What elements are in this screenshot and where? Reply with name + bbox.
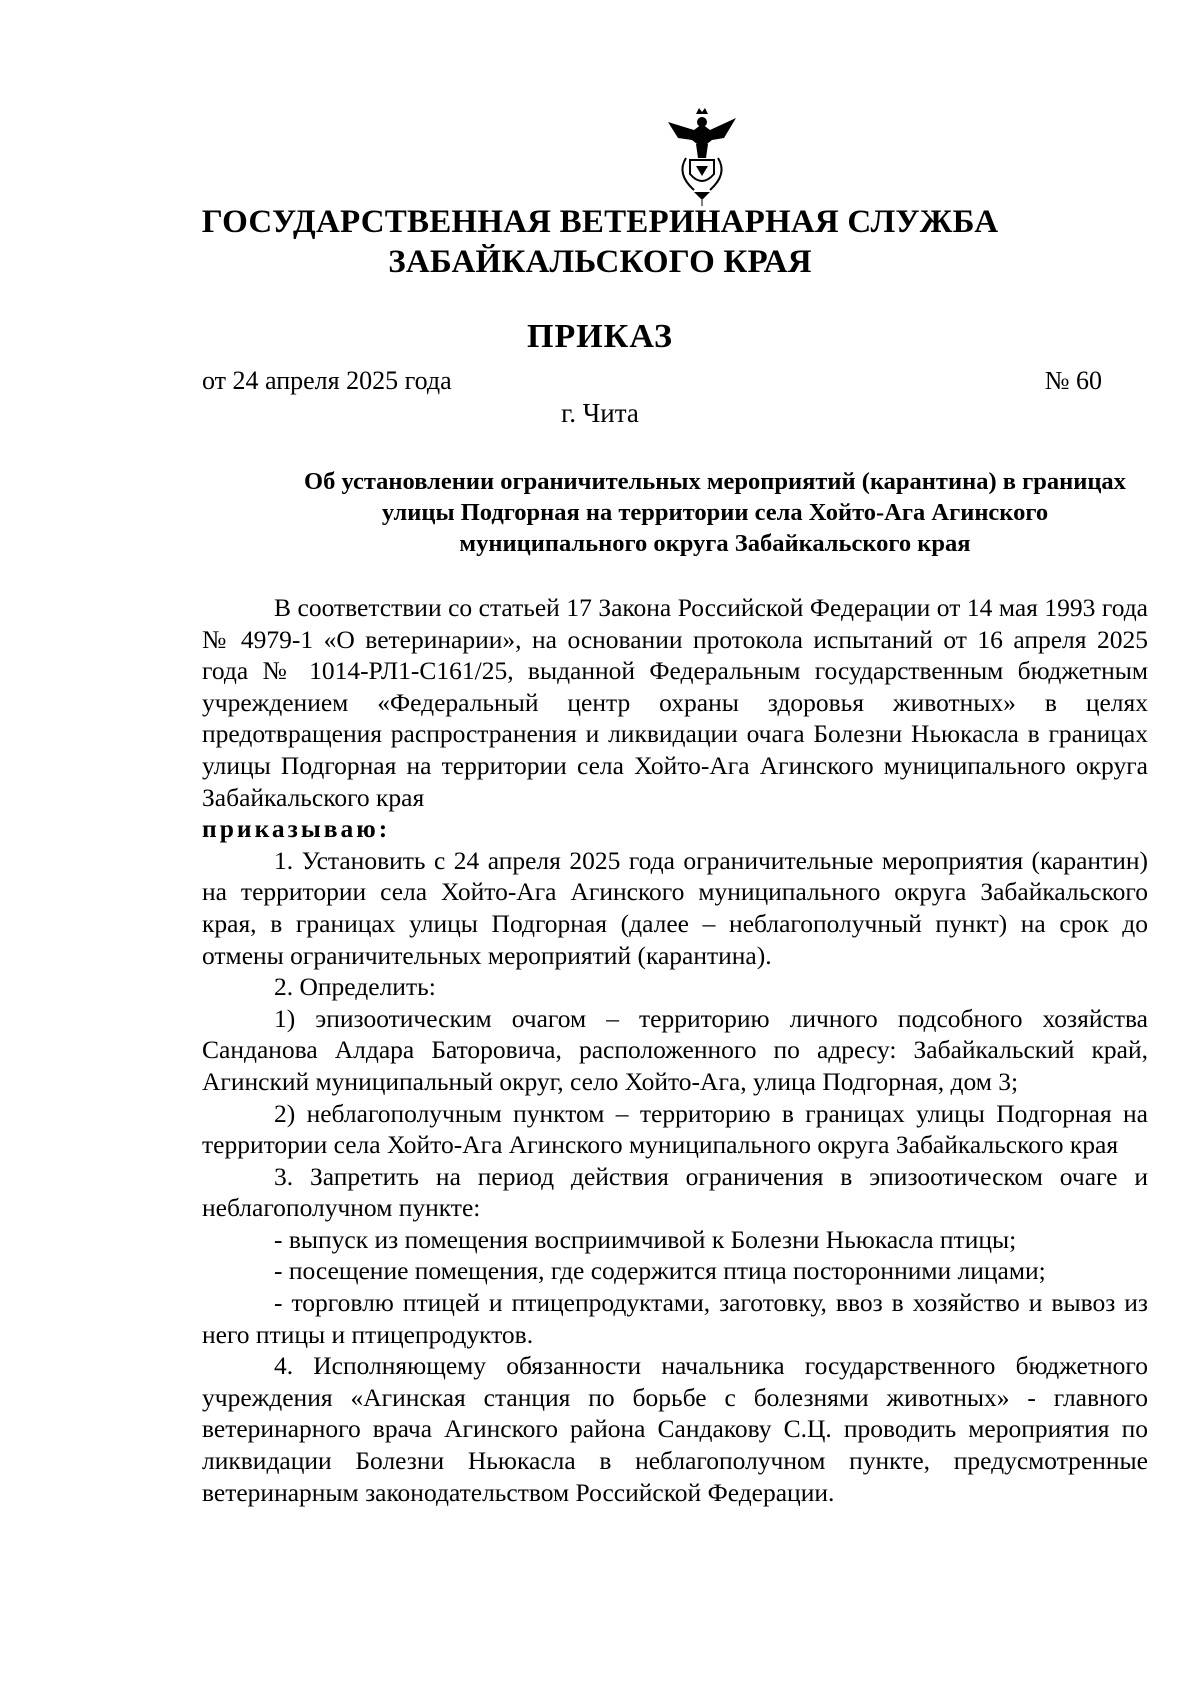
order-city: г. Чита (561, 398, 639, 428)
zabaykalsky-coat-of-arms-icon (666, 108, 738, 208)
preamble-paragraph (202, 592, 1148, 813)
paragraph-2: 2. Определить: (274, 972, 436, 1002)
paragraph-4: 4. Исполняющему обязанности начальника государственного бюджетного учреждения «Агинская станция по борьбе с болезнями животных» - главного ветеринарного врача Агинского района Сандакову С.Ц. проводить мероприятия по ликвидации Болезни Ньюкасла в неблагополучном пункте, предусмотренные ветеринарным законодательством Российской Федерации. (202, 1351, 1148, 1507)
order-body (202, 592, 1148, 1508)
paragraph-1: 1. Установить с 24 апреля 2025 года ограничительные мероприятия (карантин) на территории села Хойто-Ага Агинского муниципального округа Забайкальского края, в границах улицы Подгорная (далее – неблагополучный пункт) на срок до отмены ограничительных мероприятий (карантина). (202, 845, 1148, 970)
paragraph-3-item-2: - посещение помещения, где содержится птица посторонними лицами; (274, 1256, 1046, 1286)
order-number: № 60 (1044, 366, 1102, 395)
agency-name (0, 202, 1200, 282)
paragraph-2-item-2: 2) неблагополучным пунктом – территорию в границах улицы Подгорная на территории села Хойто-Ага Агинского муниципального округа Забайкальского края (202, 1098, 1148, 1160)
paragraph-2-item-1: 1) эпизоотическим очагом – территорию личного подсобного хозяйства Санданова Алдара Баторовича, расположенного по адресу: Забайкальский край, Агинский муниципальный округ, село Хойто-Ага, улица Подгорная, дом 3; (202, 1003, 1148, 1096)
document-type: ПРИКАЗ (527, 318, 673, 355)
agency-name-line2: ЗАБАЙКАЛЬСКОГО КРАЯ (388, 244, 812, 280)
agency-name-line1: ГОСУДАРСТВЕННАЯ ВЕТЕРИНАРНАЯ СЛУЖБА (201, 204, 999, 240)
order-keyword: приказываю: (202, 814, 391, 844)
order-date: от 24 апреля 2025 года (202, 366, 452, 395)
preamble-text: В соответствии со статьей 17 Закона Российской Федерации от 14 мая 1993 года № 4979-1 «О ветеринарии», на основании протокола испытаний от 16 апреля 2025 года № 1014-РЛ1-С161/25, выданной Федеральным государственным бюджетным учреждением «Федеральный центр охраны здоровья животных» в целях предотвращения распространения и ликвидации очага Болезни Ньюкасла в границах улицы Подгорная на территории села Хойто-Ага Агинского муниципального округа Забайкальского края (202, 593, 1148, 812)
paragraph-3: 3. Запретить на период действия ограничения в эпизоотическом очаге и неблагополучном пункте: (202, 1161, 1148, 1223)
order-subject: Об установлении ограничительных мероприятий (карантина) в границах улицы Подгорная на территории села Хойто-Ага Агинского муниципального округа Забайкальского края (304, 468, 1126, 557)
paragraph-3-item-1: - выпуск из помещения восприимчивой к Болезни Ньюкасла птицы; (274, 1224, 1017, 1254)
order-word-paragraph (202, 813, 1148, 845)
paragraph-3-item-3: - торговлю птицей и птицепродуктами, заготовку, ввоз в хозяйство и вывоз из него птицы и птицепродуктов. (202, 1288, 1148, 1349)
